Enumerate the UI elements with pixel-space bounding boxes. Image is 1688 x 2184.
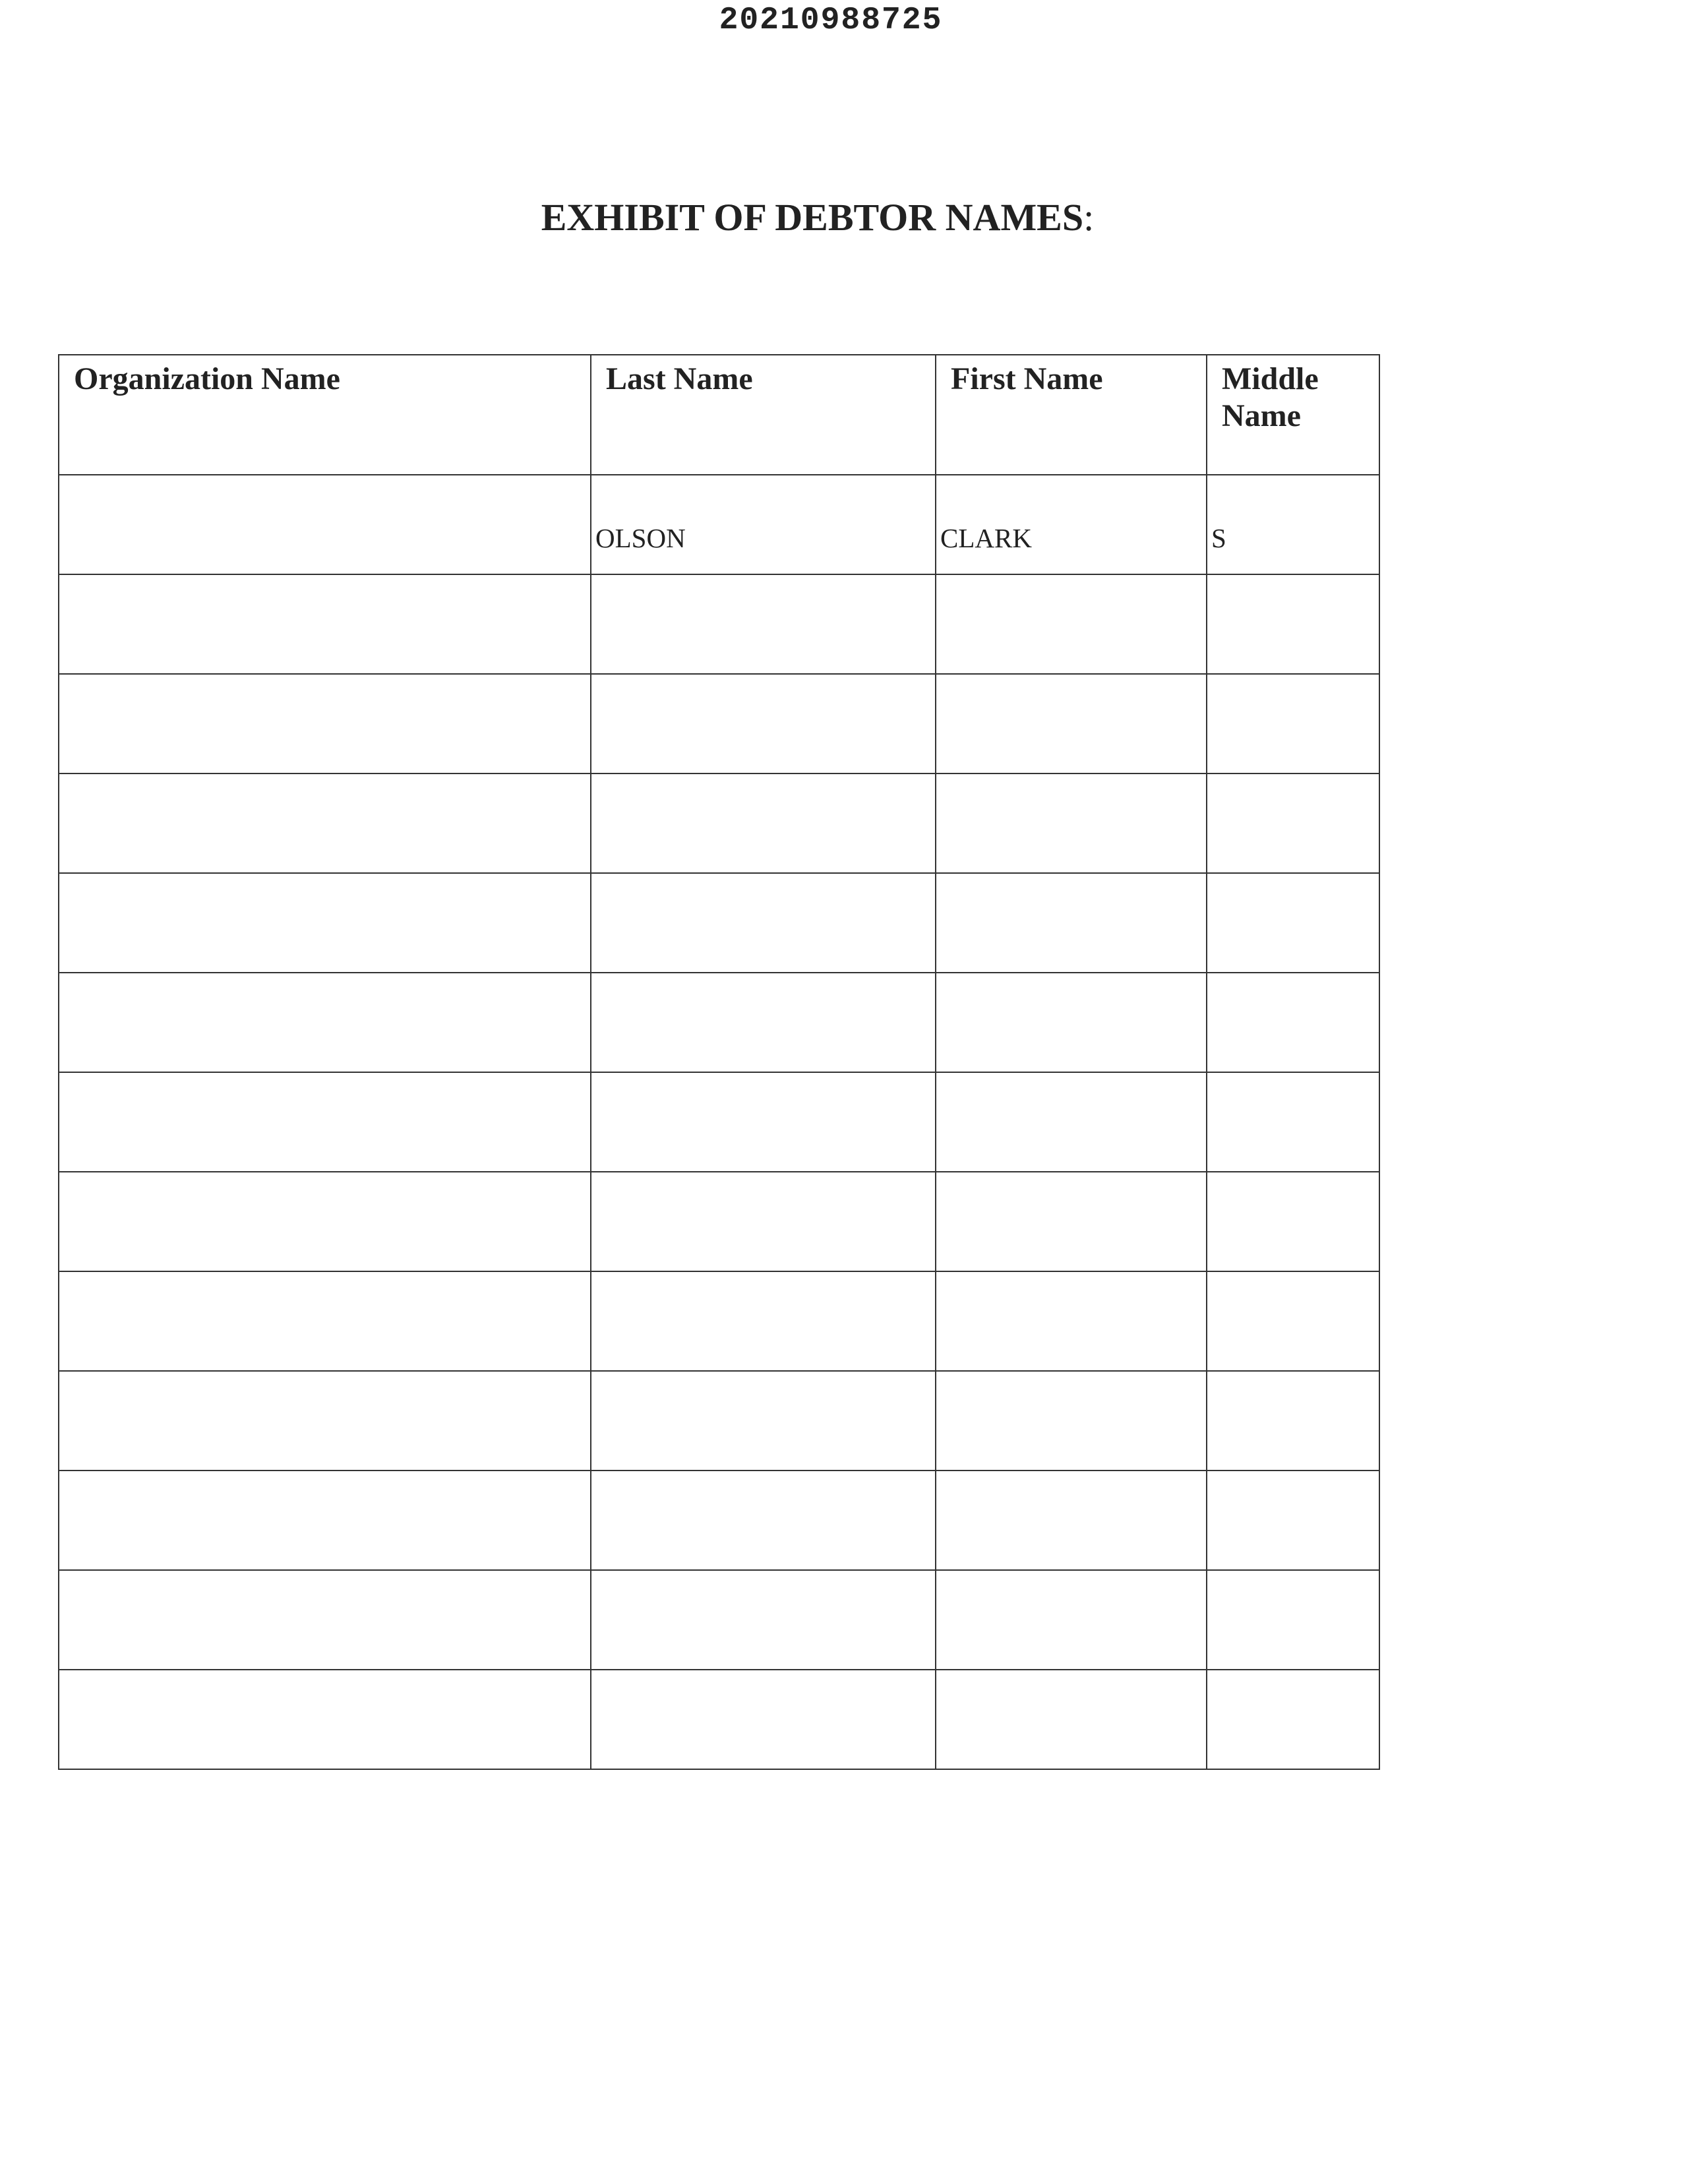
cell-middle-name <box>1207 1570 1379 1670</box>
cell-first-name <box>936 1072 1207 1172</box>
cell-text <box>59 1272 590 1320</box>
cell-middle-name <box>1207 1271 1379 1371</box>
cell-text <box>591 1272 935 1320</box>
cell-text <box>936 1372 1206 1419</box>
cell-text <box>591 1471 935 1519</box>
cell-last-name <box>591 1670 936 1769</box>
cell-text <box>1207 1670 1379 1718</box>
table-row <box>59 1271 1379 1371</box>
cell-text <box>59 675 590 722</box>
page-title-colon: : <box>1083 196 1095 239</box>
cell-text <box>59 1571 590 1618</box>
cell-organization-name <box>59 1072 591 1172</box>
cell-text <box>1207 575 1379 622</box>
cell-middle-name <box>1207 774 1379 873</box>
table-row <box>59 674 1379 774</box>
debtor-names-table <box>58 354 1380 1770</box>
cell-organization-name <box>59 1271 591 1371</box>
table-row <box>59 774 1379 873</box>
cell-organization-name <box>59 674 591 774</box>
table-row <box>59 973 1379 1072</box>
cell-text <box>59 973 590 1021</box>
table-row <box>59 574 1379 674</box>
cell-organization-name <box>59 1371 591 1471</box>
page-title-text: EXHIBIT OF DEBTOR NAMES <box>541 196 1084 239</box>
cell-organization-name <box>59 1172 591 1271</box>
cell-text <box>936 575 1206 622</box>
cell-text <box>936 1670 1206 1718</box>
cell-organization-name <box>59 774 591 873</box>
cell-organization-name <box>59 973 591 1072</box>
cell-last-name <box>591 873 936 973</box>
cell-middle-name <box>1207 1172 1379 1271</box>
cell-text <box>59 1172 590 1220</box>
document-number: 20210988725 <box>719 3 943 38</box>
cell-organization-name <box>59 574 591 674</box>
cell-text <box>936 1272 1206 1320</box>
table-row <box>59 1471 1379 1570</box>
cell-middle-name <box>1207 1371 1379 1471</box>
cell-middle-name <box>1207 1471 1379 1570</box>
cell-text <box>1207 1471 1379 1519</box>
cell-text <box>591 874 935 921</box>
cell-first-name <box>936 873 1207 973</box>
table-row <box>59 873 1379 973</box>
table-row <box>59 1371 1379 1471</box>
cell-first-name <box>936 574 1207 674</box>
header-organization-name: Organization Name <box>59 355 591 475</box>
cell-text <box>59 1073 590 1120</box>
cell-last-name <box>591 774 936 873</box>
cell-text <box>59 774 590 822</box>
cell-text <box>936 1571 1206 1618</box>
cell-first-name <box>936 1670 1207 1769</box>
cell-text: OLSON <box>595 523 686 553</box>
cell-organization-name <box>59 873 591 973</box>
page-title <box>0 195 1635 239</box>
cell-organization-name <box>59 1670 591 1769</box>
header-first-name: First Name <box>936 355 1207 475</box>
header-middle-name: Middle Name <box>1207 355 1379 475</box>
cell-middle-name <box>1207 574 1379 674</box>
cell-first-name <box>936 1172 1207 1271</box>
cell-last-name <box>591 1371 936 1471</box>
cell-middle-name <box>1207 1670 1379 1769</box>
cell-text: S <box>1211 523 1226 553</box>
cell-first-name <box>936 475 1207 574</box>
cell-text <box>936 973 1206 1021</box>
cell-text <box>591 675 935 722</box>
cell-text <box>1207 973 1379 1021</box>
cell-text <box>591 774 935 822</box>
cell-text <box>936 675 1206 722</box>
cell-organization-name <box>59 1570 591 1670</box>
cell-first-name <box>936 1271 1207 1371</box>
cell-text <box>1207 774 1379 822</box>
cell-first-name <box>936 674 1207 774</box>
cell-middle-name <box>1207 1072 1379 1172</box>
table-row <box>59 1172 1379 1271</box>
cell-first-name <box>936 1570 1207 1670</box>
cell-text <box>591 575 935 622</box>
cell-last-name <box>591 1471 936 1570</box>
cell-last-name <box>591 1172 936 1271</box>
cell-text <box>1207 675 1379 722</box>
cell-text <box>59 1372 590 1419</box>
cell-text <box>591 1172 935 1220</box>
table-header-row <box>59 355 1379 475</box>
table-row <box>59 1670 1379 1769</box>
cell-text: CLARK <box>940 523 1032 553</box>
cell-text <box>936 1471 1206 1519</box>
cell-text <box>1207 874 1379 921</box>
cell-last-name <box>591 674 936 774</box>
cell-text <box>591 1073 935 1120</box>
cell-text <box>59 1471 590 1519</box>
cell-text <box>591 1571 935 1618</box>
cell-first-name <box>936 774 1207 873</box>
cell-text <box>59 575 590 622</box>
table-row <box>59 475 1379 574</box>
table-row <box>59 1570 1379 1670</box>
cell-last-name <box>591 1570 936 1670</box>
cell-text <box>591 1372 935 1419</box>
cell-text <box>591 1670 935 1718</box>
cell-organization-name <box>59 475 591 574</box>
cell-text <box>936 1172 1206 1220</box>
cell-middle-name <box>1207 475 1379 574</box>
cell-last-name <box>591 475 936 574</box>
cell-first-name <box>936 1371 1207 1471</box>
cell-organization-name <box>59 1471 591 1570</box>
cell-text <box>59 1670 590 1718</box>
cell-text <box>1207 1372 1379 1419</box>
cell-first-name <box>936 1471 1207 1570</box>
cell-text <box>59 874 590 921</box>
cell-text <box>1207 1073 1379 1120</box>
cell-text <box>1207 1272 1379 1320</box>
cell-text <box>936 874 1206 921</box>
cell-text <box>1207 1172 1379 1220</box>
cell-text <box>1207 1571 1379 1618</box>
header-last-name: Last Name <box>591 355 936 475</box>
cell-middle-name <box>1207 973 1379 1072</box>
cell-middle-name <box>1207 873 1379 973</box>
cell-text <box>936 1073 1206 1120</box>
cell-first-name <box>936 973 1207 1072</box>
cell-last-name <box>591 1072 936 1172</box>
cell-last-name <box>591 1271 936 1371</box>
cell-text <box>936 774 1206 822</box>
table-row <box>59 1072 1379 1172</box>
cell-middle-name <box>1207 674 1379 774</box>
cell-last-name <box>591 574 936 674</box>
cell-text <box>591 973 935 1021</box>
cell-text <box>59 475 590 523</box>
table-body <box>59 475 1379 1769</box>
cell-last-name <box>591 973 936 1072</box>
